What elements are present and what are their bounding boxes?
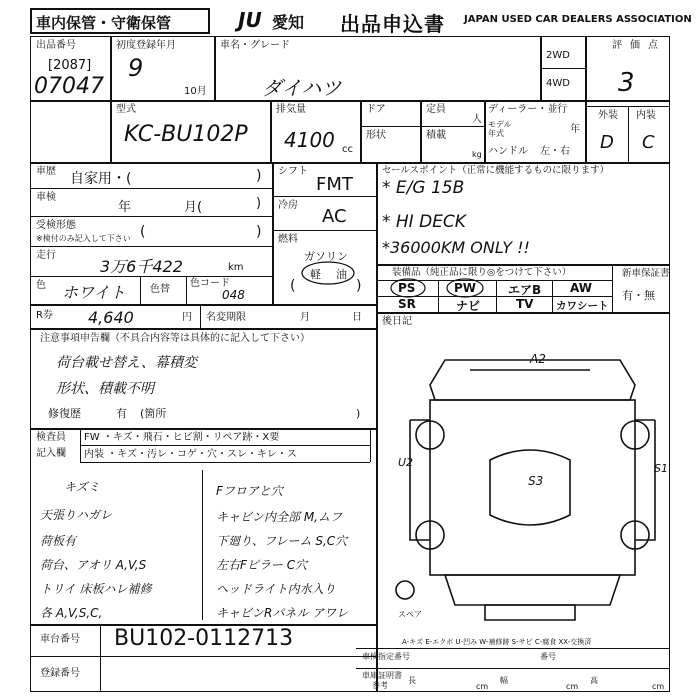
vehicle-diagram <box>390 340 670 640</box>
handle-label: ハンドル <box>488 146 528 157</box>
chassis-value: BU102-0112713 <box>114 626 294 651</box>
right-note-6: キャビンRパネル アワレ <box>216 606 349 620</box>
exterior-label: 外装 <box>598 110 618 121</box>
fuel-gasoline: ガソリン <box>304 250 348 263</box>
equip-ps: PS <box>398 281 416 295</box>
interior-label: 内装 <box>636 110 656 121</box>
notes-line-2: 形状、積載不明 <box>56 381 154 397</box>
left-note-1: キズミ <box>64 480 100 494</box>
left-note-6: 各 A,V,S,C, <box>40 606 103 620</box>
history-close: ) <box>256 168 262 184</box>
first-reg-label: 初度登録年月 <box>116 40 176 51</box>
interior-value: C <box>642 132 655 153</box>
r2-div-1 <box>270 100 272 162</box>
r2-div-2 <box>360 100 362 162</box>
mileage-unit: km <box>228 262 244 273</box>
warranty-label: 新車保証書 <box>622 268 670 279</box>
lot-label: 出品番号 <box>36 40 76 51</box>
dims-height-unit: cm <box>652 682 665 691</box>
mid-col-divider <box>376 162 378 692</box>
left-col-divider <box>272 162 274 304</box>
chassis-label: 車台番号 <box>40 634 80 645</box>
diagram-top-outline <box>430 360 635 400</box>
diagram-rear <box>445 575 620 605</box>
reg-label: 登録番号 <box>40 668 80 679</box>
notes-label: 注意事項申告欄（不具合内容等は具体的に記入して下さい） <box>40 333 310 344</box>
handle-options: 左・右 <box>540 146 570 157</box>
dims-width-unit: cm <box>566 682 579 691</box>
dims-label: 車庫証明書 <box>362 671 402 680</box>
color-div-2 <box>186 276 187 304</box>
fuel-paren-open: ( <box>290 278 296 294</box>
first-reg-month: 10月 <box>184 86 207 97</box>
load-unit: kg <box>472 150 482 159</box>
location-label: (箇所 <box>140 407 167 420</box>
recycle-divider <box>200 304 201 328</box>
name-change-month: 月 <box>300 312 310 323</box>
inspector-bottom-line <box>80 462 370 463</box>
color-label: 色 <box>36 280 46 291</box>
sales-line-2: * HI DECK <box>382 212 466 232</box>
repair-value: 有 <box>116 407 127 420</box>
receiving-label: 受検形態 <box>36 220 76 231</box>
right-note-1: Fフロアと穴 <box>216 484 283 498</box>
model-year-label: モデル年式 <box>488 120 512 138</box>
inspector-top-line <box>30 428 376 430</box>
name-change-day: 日 <box>352 312 362 323</box>
repair-label: 修復歴 <box>48 407 81 420</box>
mid-row-line-2 <box>272 230 376 231</box>
exterior-value: D <box>600 132 614 153</box>
r2-div-4 <box>484 100 486 162</box>
ext-int-divider <box>628 106 629 162</box>
warranty-options: 有・無 <box>622 289 655 302</box>
fuel-paren-close: ) <box>356 278 362 294</box>
dealer-label: ディーラー・並行 <box>488 104 568 115</box>
history-value: 自家用・( <box>70 171 132 187</box>
history-label: 車歴 <box>36 166 56 177</box>
equip-sr: SR <box>398 297 416 311</box>
equip-grid-v2 <box>496 280 497 312</box>
color-value: ホワイト <box>62 283 126 302</box>
r2-mid-line <box>360 126 484 127</box>
receiving-open: ( <box>140 224 146 240</box>
diagram-u2: U2 <box>398 456 414 469</box>
diagram-spare <box>396 581 414 599</box>
equip-grid-v1 <box>438 280 439 312</box>
left-note-5: トリイ 床板ハレ補修 <box>40 582 152 596</box>
col-divider-2 <box>214 36 216 100</box>
left-row-line-6 <box>30 328 376 330</box>
inspection-label: 車検 <box>36 192 56 203</box>
shaken-spec-label: 車検指定番号 <box>362 652 410 661</box>
drive-split-line <box>540 68 585 69</box>
doors-label: ドア <box>366 104 386 115</box>
left-row-line-3 <box>30 246 272 247</box>
mid-row-line-1 <box>272 196 376 197</box>
ju-logo: JU <box>238 8 262 32</box>
inspection-year: 年 <box>118 200 132 215</box>
fuel-circle <box>300 260 356 286</box>
displacement-label: 排気量 <box>276 104 306 115</box>
notes-line-1: 荷台載せ替え、幕積変 <box>56 355 197 371</box>
equip-top-line <box>376 264 670 266</box>
right-note-3: 下廻り、フレーム S,C穴 <box>216 534 348 548</box>
equip-grid-v3 <box>552 280 553 312</box>
recycle-label: R券 <box>36 310 53 321</box>
color-code-label: 色コード <box>190 278 230 289</box>
inspector-label-1: 検査員 <box>36 432 66 443</box>
lot-number: 07047 <box>34 74 104 99</box>
color-change-label: 色替 <box>150 284 170 295</box>
name-change-label: 名変期限 <box>206 312 246 323</box>
inspector-mid-line <box>80 445 370 446</box>
association-name: JAPAN USED CAR DEALERS ASSOCIATION <box>464 14 692 25</box>
equip-right-div <box>612 264 613 312</box>
form-title: 出品申込書 <box>340 12 445 36</box>
right-note-5: ヘッドライト内水入り <box>216 582 336 596</box>
equip-ps-circle <box>390 278 426 298</box>
sales-line-1: * E/G 15B <box>382 178 465 198</box>
ac-value: AC <box>322 206 347 227</box>
drive-2wd: 2WD <box>546 50 570 61</box>
bottom-mid-line <box>30 656 376 657</box>
name-grade-value: ダイハツ <box>262 76 342 100</box>
shift-label: シフト <box>278 166 308 177</box>
diagram-a2: A2 <box>530 352 546 366</box>
left-row-line-2 <box>30 216 272 217</box>
drive-4wd: 4WD <box>546 78 570 89</box>
row1-bottom-line <box>30 100 670 102</box>
left-note-3: 荷板有 <box>40 534 77 548</box>
color-div-1 <box>140 276 141 304</box>
shaken-mid-line <box>356 668 670 669</box>
shift-value: FMT <box>316 174 353 195</box>
location-close: ) <box>356 407 361 420</box>
inspector-row-1: FW ・キズ・飛石・ヒビ割・リペア跡・X要 <box>84 432 280 443</box>
right-note-2: キャビン内全部 M,ムフ <box>216 510 342 524</box>
fuel-label: 燃料 <box>278 234 298 245</box>
left-note-4: 荷台、アオリ A,V,S <box>40 558 147 572</box>
equip-airbag: エアB <box>508 283 542 297</box>
equipment-label: 装備品（純正品に限り◎をつけて下さい） <box>392 267 572 278</box>
name-grade-label: 車名・グレード <box>220 40 290 51</box>
r2-div-3 <box>420 100 422 162</box>
sales-line-3: *36000KM ONLY !! <box>382 238 530 257</box>
inspector-label-2: 記入欄 <box>36 448 66 459</box>
shaken-top-line <box>356 648 670 649</box>
lot-sub: [2087] <box>48 58 92 73</box>
diagram-s1: S1 <box>654 462 668 475</box>
left-row-line-5 <box>30 304 376 306</box>
equip-bottom-line <box>376 312 670 314</box>
left-row-line-1 <box>30 188 272 189</box>
dims-width: 幅 <box>500 676 508 685</box>
col-divider-1 <box>110 36 112 162</box>
dims-length: 長 <box>408 676 416 685</box>
displacement-unit: cc <box>342 144 353 155</box>
row2-bottom-line <box>30 162 670 164</box>
load-label: 積載 <box>426 130 446 141</box>
receiving-note: ※検付のみ記入して下さい <box>36 234 131 243</box>
mileage-label: 走行 <box>36 250 56 261</box>
color-code-value: 048 <box>222 288 245 302</box>
model-label: 型式 <box>116 104 136 115</box>
first-reg-year: 9 <box>128 54 144 82</box>
model-value: KC-BU102P <box>124 122 248 147</box>
right-note-4: 左右Fピラー C穴 <box>216 558 308 572</box>
bottom-label-div <box>100 624 101 692</box>
dims-height: 高 <box>590 676 598 685</box>
later-label: 後日記 <box>382 316 412 327</box>
model-year-unit: 年 <box>570 124 580 135</box>
inspector-center-div <box>202 470 203 620</box>
left-note-2: 天張りハガレ <box>40 508 113 522</box>
dims-length-unit: cm <box>476 682 489 691</box>
storage-label: 車内保管・守衛保管 <box>36 14 172 32</box>
inspection-close: ) <box>256 196 262 211</box>
col-divider-4 <box>585 36 587 162</box>
displacement-value: 4100 <box>284 128 335 152</box>
fuel-oil: 油 <box>336 268 347 281</box>
ac-label: 冷房 <box>278 200 298 211</box>
damage-legend: A-キズ E-エクボ U-凹み W-補修跡 S-サビ C-腐食 XX-交換済 <box>402 638 592 646</box>
shape-label: 形状 <box>366 130 386 141</box>
dims-ref: 参考 <box>372 681 388 690</box>
recycle-value: 4,640 <box>88 308 134 327</box>
diagram-bumper <box>485 605 575 620</box>
equip-tv: TV <box>516 297 534 311</box>
capacity-label: 定員 <box>426 104 446 115</box>
capacity-unit: 人 <box>472 114 482 125</box>
equip-navi: ナビ <box>456 299 481 313</box>
equip-leather: カワシート <box>556 300 609 312</box>
inspector-left-div <box>80 428 81 462</box>
score-label: 評価点 <box>612 40 666 51</box>
aichi-label: 愛知 <box>272 13 305 32</box>
receiving-close: ) <box>256 224 262 240</box>
inspection-month: 月( <box>184 200 203 215</box>
equip-aw: AW <box>570 281 592 295</box>
equip-pw-circle <box>446 278 484 298</box>
shaken-num-label: 番号 <box>540 652 556 661</box>
inspector-row-2: 内装 ・キズ・汚レ・コゲ・穴・スレ・キレ・ス <box>84 449 297 460</box>
diagram-s3: S3 <box>528 474 544 488</box>
spare-label: スペア <box>398 610 422 619</box>
equip-pw: PW <box>454 281 477 295</box>
score-value: 3 <box>618 68 635 98</box>
inspector-right-div <box>370 428 371 462</box>
fuel-diesel: 軽 <box>310 268 321 281</box>
recycle-unit: 円 <box>182 312 192 323</box>
mileage-value: 3万6千422 <box>100 257 183 276</box>
sales-points-label: セールスポイント（正常に機能するものに限ります） <box>382 165 610 176</box>
